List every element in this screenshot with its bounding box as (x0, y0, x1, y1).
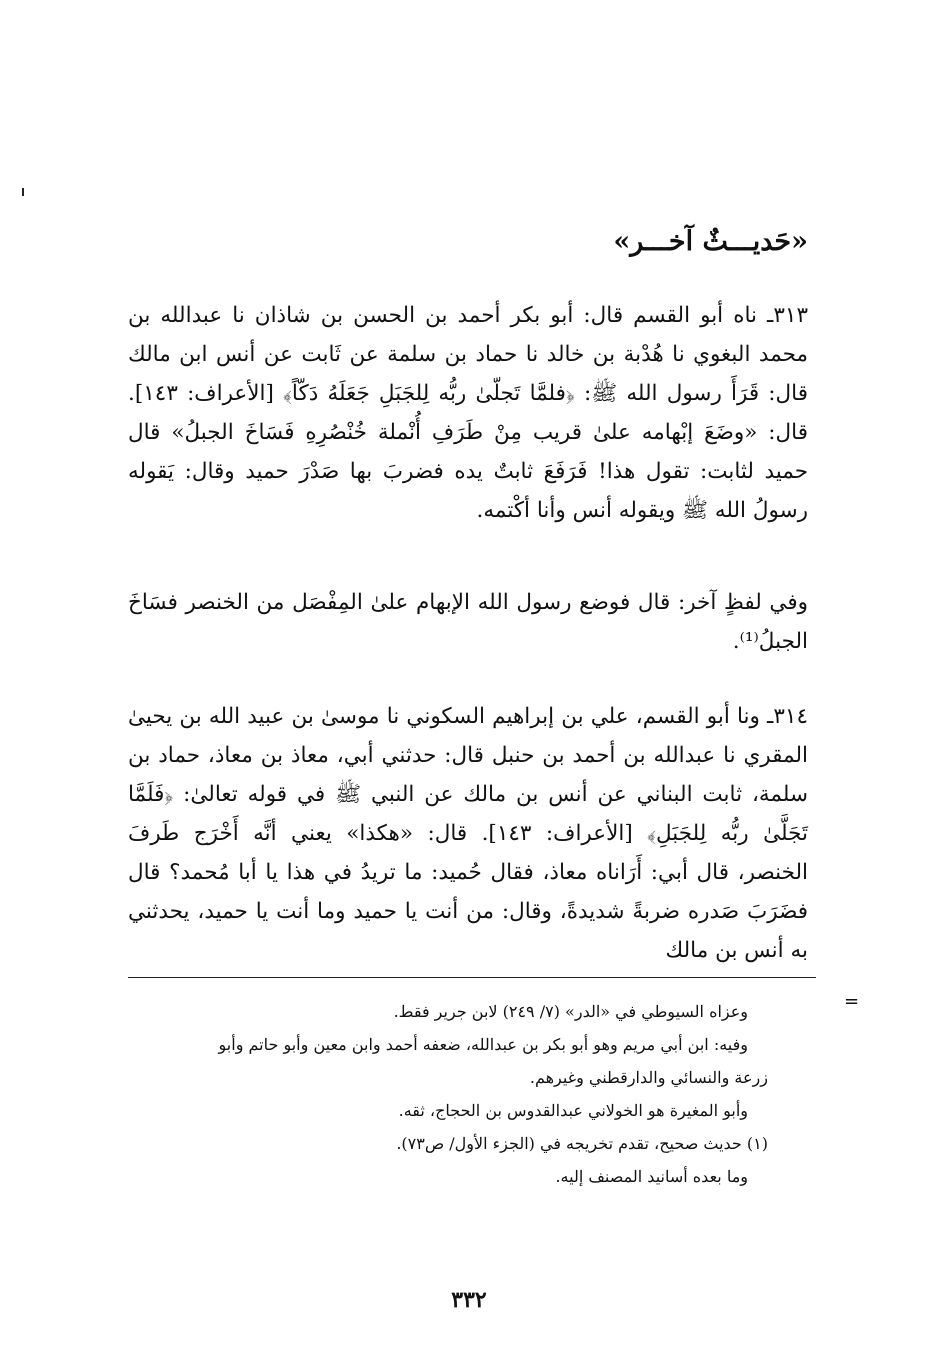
hadith-314-paragraph: ٣١٤ـ ونا أبو القسم، علي بن إبراهيم السكوني نا موسىٰ بن عبيد الله بن يحيىٰ المقري نا عبدالله بن أحمد بن حنبل قال: حدثني أبي، معاذ بن معاذ، حماد بن سلمة، ثابت البناني عن أنس بن مالك عن النبي ﷺ في قوله تعالىٰ: ﴿فَلَمَّا تَجَلَّىٰ ربُّه لِلجَبَلِ﴾ [الأعراف: ١٤٣]. قال: «هكذا» يعني أنَّه أَخْرَج طَرفَ الخنصر، قال أبي: أَرَاناه معاذ، فقال حُميد: ما تريدُ في هذا يا أبا مُحمد؟ قال فضَرَبَ صَدره ضربةً شديدةً، وقال: من أنت يا حميد وما أنت يا حميد، يحدثني به أنس بن مالك (128, 704, 808, 963)
footnote-line: (١) حديث صحيح، تقدم تخريجه في (الجزء الأول/ ص٧٣). (396, 1134, 768, 1153)
hadith-313-paragraph: ٣١٣ـ ناه أبو القسم قال: أبو بكر أحمد بن الحسن بن شاذان نا عبدالله بن محمد البغوي نا هُدْبة بن خالد نا حماد بن سلمة عن ثَابت عن أنس ابن مالك قال: قَرَأَ رسول الله ﷺ: ﴿فلمَّا تَجلّىٰ ربُّه لِلجَبَلِ جَعَلَهُ دَكّاً﴾ [الأعراف: ١٤٣]. قال: «وضَعَ إبْهامه علىٰ قريب مِنْ طَرَفِ أُنْملة خُنْصُرِهِ فَسَاخَ الجبلُ» قال حميد لثابت: تقول هذا! فَرَفَعَ ثابتٌ يده فضربَ بها صَدْرَ حميد وقال: يَقوله رسولُ الله ﷺ ويقوله أنس وأنا أكْتمه. (128, 303, 808, 523)
footnote-line: وما بعده أسانيد المصنف إليه. (555, 1167, 748, 1186)
footnotes (128, 995, 816, 1193)
footnote-line: وأبو المغيرة هو الخولاني عبدالقدوس بن الحجاج، ثقه. (398, 1101, 748, 1120)
section-heading: «حَديـــثٌ آخـــر» (613, 226, 808, 257)
footnote-line: وعزاه السيوطي في «الدر» (٧/ ٢٤٩) لابن جرير فقط. (393, 1002, 748, 1021)
footnote-continuation-mark: = (844, 991, 860, 1012)
footnote-separator (128, 977, 816, 978)
footnote-line: وفيه: ابن أبي مريم وهو أبو بكر بن عبدالله، ضعفه أحمد وابن معين وأبو حاتم وأبو (218, 1035, 748, 1054)
page-number: ٣٣٢ (451, 1287, 487, 1313)
alternate-wording-paragraph: وفي لفظٍ آخر: قال فوضع رسول الله الإبهام علىٰ المِفْصَل من الخنصر فسَاخَ الجبلُ⁽¹⁾. (128, 590, 808, 654)
margin-tick (22, 188, 24, 196)
footnote-line: زرعة والنسائي والدارقطني وغيرهم. (529, 1068, 768, 1087)
